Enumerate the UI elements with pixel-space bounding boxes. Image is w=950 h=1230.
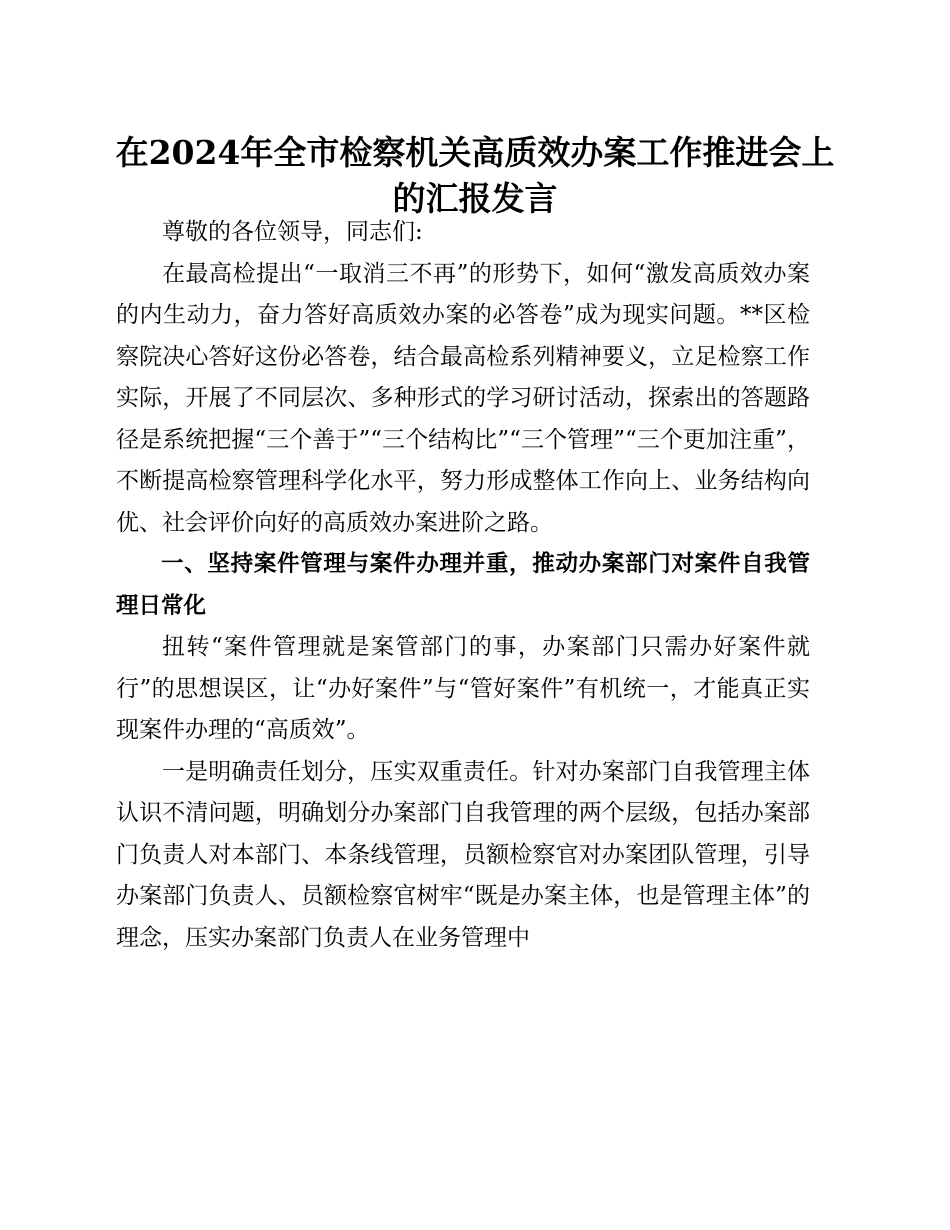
section-heading: 一、坚持案件管理与案件办理并重，推动办案部门对案件自我管理日常化 bbox=[116, 551, 810, 619]
intro-paragraph: 在最高检提出“一取消三不再”的形势下，如何“激发高质效办案的内生动力，奋力答好高质效办案的必答卷”成为现实问题。**区检察院决心答好这份必答卷，结合最高检系列精神要义，立足检察工作实际，开展了不同层次、多种形式的学习研讨活动，探索出的答题路径是系统把握“三个善于”“三个结构比”“三个管理”“三个更加注重”，不断提高检察管理科学化水平，努力形成整体工作向上、业务结构向优、社会评价向好的高质效办案进阶之路。 bbox=[116, 260, 810, 536]
document-body bbox=[116, 212, 810, 959]
section-paragraph: 扭转“案件管理就是案管部门的事，办案部门只需办好案件就行”的思想误区，让“办好案件”与“管好案件”有机统一，才能真正实现案件办理的“高质效”。 bbox=[116, 634, 810, 743]
salutation: 尊敬的各位领导，同志们: bbox=[162, 219, 423, 245]
section-paragraph: 一是明确责任划分，压实双重责任。针对办案部门自我管理主体认识不清问题，明确划分办案部门自我管理的两个层级，包括办案部门负责人对本部门、本条线管理，员额检察官对办案团队管理，引导办案部门负责人、员额检察官树牢“既是办案主体，也是管理主体”的理念，压实办案部门负责人在业务管理中 bbox=[116, 758, 810, 951]
document-title: 在2024年全市检察机关高质效办案工作推进会上的汇报发言 bbox=[115, 133, 835, 218]
